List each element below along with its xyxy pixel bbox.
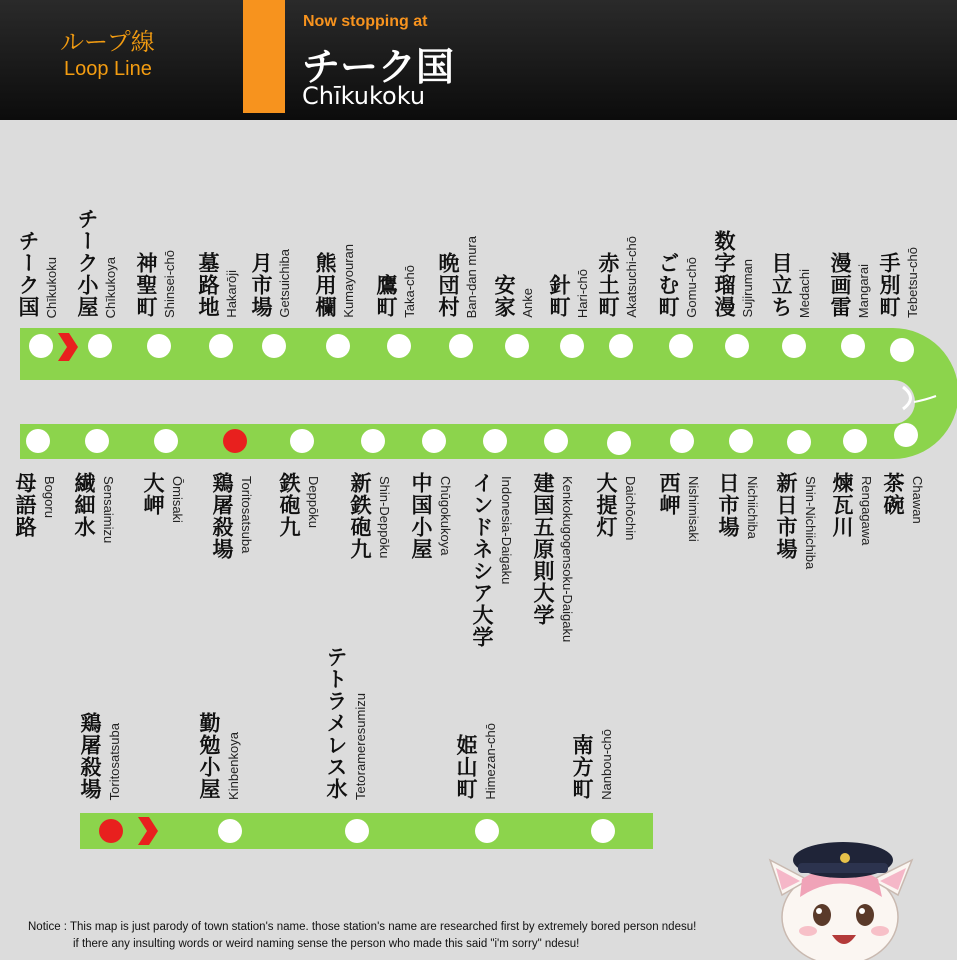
station-marker-bottom <box>843 429 867 453</box>
station-name-en: Tebetsu-chō <box>905 247 920 318</box>
station-name-en: Deppōku <box>306 476 321 529</box>
station-name-jp: 鶏屠殺場 <box>210 472 235 560</box>
station-marker-top <box>505 334 529 358</box>
station-name-jp: チーク国 <box>16 230 41 318</box>
station-name-en: Akatsuchi-chō <box>624 236 639 318</box>
branch-station-marker <box>591 819 615 843</box>
station-name-en: Rengagawa <box>859 476 874 546</box>
station-name-jp: 熊用欄 <box>313 252 338 318</box>
station-name-en: Bogoru <box>42 476 57 518</box>
station-name-jp: 数字瑠漫 <box>712 230 737 318</box>
station-name-en: Getsuichiba <box>277 249 292 318</box>
station-marker-top <box>29 334 53 358</box>
station-name-en: Mangarai <box>856 263 871 318</box>
station-name-en: Indonesia-Daigaku <box>499 476 514 585</box>
station-marker-bottom <box>361 429 385 453</box>
station-marker-top <box>609 334 633 358</box>
station-name-en: Hakarōji <box>224 270 239 318</box>
station-name-en: Hari-chō <box>575 268 590 318</box>
branch-station-name-jp: 姫山町 <box>454 734 479 800</box>
branch-station-name-en: Himezan-chō <box>483 723 498 800</box>
branch-station-name-en: Nanbou-chō <box>599 729 614 800</box>
station-name-jp: 目立ち <box>769 252 794 318</box>
station-marker-top <box>725 334 749 358</box>
station-name-jp: 西岬 <box>657 472 682 516</box>
station-marker-top <box>88 334 112 358</box>
branch-station-name-jp: テトラメレス水 <box>324 646 349 800</box>
station-name-jp: 新鉄砲九 <box>348 472 373 560</box>
branch-station-name-en: Kinbenkoya <box>226 732 241 800</box>
station-marker-bottom <box>787 430 811 454</box>
station-name-jp: 茶碗 <box>881 472 906 516</box>
station-name-en: Sujiruman <box>740 259 755 318</box>
station-name-en: Taka-chō <box>402 265 417 318</box>
station-name-en: Anke <box>520 288 535 318</box>
branch-station-name-en: Tetorameresumizu <box>353 693 368 800</box>
station-name-jp: 安家 <box>492 274 517 318</box>
station-marker-bottom <box>894 423 918 447</box>
station-name-jp: 建国五原則大学 <box>531 472 556 626</box>
branch-station-marker <box>345 819 369 843</box>
station-marker-bottom <box>729 429 753 453</box>
station-marker-top <box>890 338 914 362</box>
station-marker-top <box>147 334 171 358</box>
station-name-en: Shin-Nichiichiba <box>803 476 818 570</box>
station-marker-top <box>262 334 286 358</box>
station-marker-top <box>387 334 411 358</box>
station-marker-top <box>782 334 806 358</box>
station-marker-bottom <box>544 429 568 453</box>
station-name-jp: 手別町 <box>877 252 902 318</box>
station-name-jp: 中国小屋 <box>409 472 434 560</box>
loop-track-seam <box>903 387 911 409</box>
notice-text <box>28 919 788 954</box>
station-name-en: Chūgokukoya <box>438 476 453 556</box>
station-name-jp: 神聖町 <box>134 252 159 318</box>
station-marker-bottom <box>290 429 314 453</box>
station-marker-bottom <box>26 429 50 453</box>
branch-station-name-jp: 鶏屠殺場 <box>78 712 103 800</box>
station-name-en: Kumayouran <box>341 244 356 318</box>
station-marker-top <box>560 334 584 358</box>
station-name-en: Chīkukoya <box>103 256 118 318</box>
station-name-jp: 墓路地 <box>196 252 221 318</box>
station-name-jp: 日市場 <box>716 472 741 538</box>
station-name-en: Sensaimizu <box>101 476 116 544</box>
notice-line-1: Notice : This map is just parody of town station's name. those station's name are researched first by extremely bored person ndesu! <box>28 921 697 933</box>
station-name-jp: 赤土町 <box>596 252 621 318</box>
station-name-jp: 鷹町 <box>374 274 399 318</box>
station-marker-bottom <box>483 429 507 453</box>
line-name-en: Loop Line <box>64 58 152 80</box>
cat-conductor-mascot <box>760 835 930 960</box>
current-station-en: Chīkukoku <box>302 82 426 110</box>
station-name-jp: 母語路 <box>13 472 38 538</box>
station-name-en: Shin-Deppōku <box>377 476 392 559</box>
station-name-en: Nishimisaki <box>686 476 701 542</box>
branch-station-name-en: Toritosatsuba <box>107 722 122 800</box>
station-name-en: Chīkukoku <box>44 256 59 318</box>
station-marker-top <box>669 334 693 358</box>
station-name-jp: 大岬 <box>141 472 166 516</box>
station-name-jp: 大提灯 <box>594 472 619 538</box>
station-name-jp: 繊細水 <box>72 472 97 538</box>
station-name-en: Toritosatsuba <box>239 476 254 554</box>
station-name-en: Daichōchin <box>623 476 638 541</box>
station-marker-top <box>449 334 473 358</box>
station-marker-bottom <box>607 431 631 455</box>
station-name-jp: 鉄砲九 <box>277 472 302 538</box>
now-stopping-label: Now stopping at <box>303 13 428 30</box>
station-name-en: Chawan <box>910 476 925 524</box>
station-marker-bottom <box>85 429 109 453</box>
branch-station-name-jp: 勤勉小屋 <box>197 712 222 800</box>
station-marker-bottom <box>670 429 694 453</box>
station-name-jp: ごむ町 <box>656 252 681 318</box>
station-name-jp: インドネシア大学 <box>470 472 495 648</box>
station-name-jp: 月市場 <box>249 252 274 318</box>
station-name-jp: 晩団村 <box>436 252 461 318</box>
station-marker-top <box>841 334 865 358</box>
branch-station-marker <box>475 819 499 843</box>
branch-station-marker <box>99 819 123 843</box>
station-name-en: Shinsei-chō <box>162 250 177 318</box>
station-name-jp: 新日市場 <box>774 472 799 560</box>
station-marker-bottom <box>154 429 178 453</box>
station-marker-bottom <box>223 429 247 453</box>
station-name-jp: 漫画雷 <box>828 252 853 318</box>
station-name-jp: 針町 <box>547 274 572 318</box>
branch-station-name-jp: 南方町 <box>570 734 595 800</box>
current-station-jp: チーク国 <box>302 45 455 89</box>
station-name-jp: チーク小屋 <box>75 208 100 318</box>
station-name-en: Gomu-chō <box>684 257 699 318</box>
station-name-en: Kenkokugogensoku-Daigaku <box>560 476 575 643</box>
station-marker-bottom <box>422 429 446 453</box>
station-name-jp: 煉瓦川 <box>830 472 855 538</box>
station-marker-top <box>326 334 350 358</box>
line-name-jp: ループ線 <box>60 28 155 56</box>
branch-station-marker <box>218 819 242 843</box>
station-marker-top <box>209 334 233 358</box>
station-name-en: Nichiichiba <box>745 476 760 539</box>
notice-line-2: if there any insulting words or weird naming sense the person who made this said "i'm sorry" ndesu! <box>73 938 580 951</box>
station-name-en: Ōmisaki <box>170 476 185 523</box>
station-name-en: Medachi <box>797 268 812 318</box>
station-name-en: Ban-dan mura <box>464 235 479 318</box>
